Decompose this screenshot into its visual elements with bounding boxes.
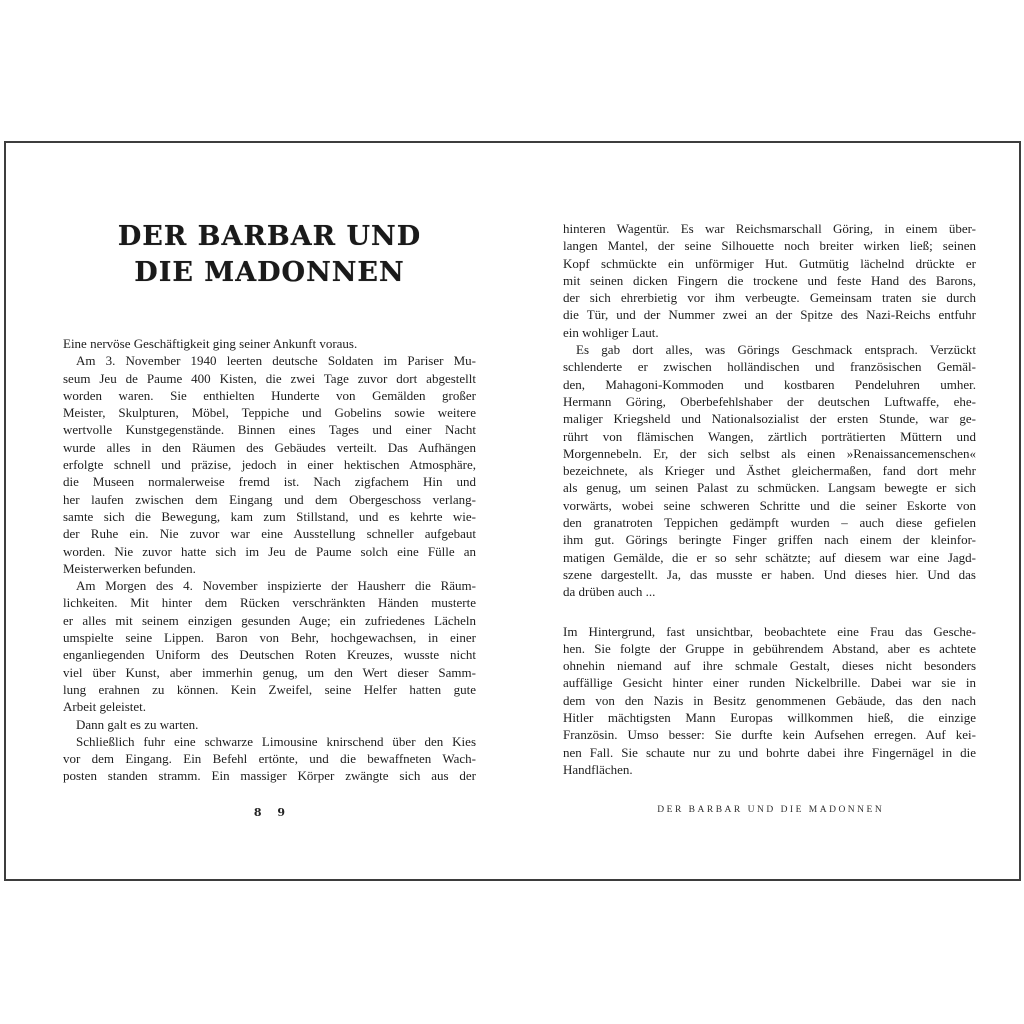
text-line: nen Fall. Sie schaute nur zu und bohrte dabei ihre Fingernägel in die <box>563 744 976 760</box>
text-line: Dann galt es zu warten. <box>76 716 199 732</box>
paragraph <box>563 220 976 341</box>
text-line: Am 3. November 1940 leerten deutsche Soldaten im Pariser Mu- <box>76 353 476 369</box>
text-line: schlenderte er zwischen holländischen und französischen Gemäl- <box>563 359 976 375</box>
paragraph <box>63 733 476 785</box>
paragraph <box>63 352 476 577</box>
text-line: Eine nervöse Geschäftigkeit ging seiner Ankunft voraus. <box>63 336 358 351</box>
text-line: mit seinen dicken Fingern die trockene und feste Hand des Barons, <box>563 272 976 288</box>
book-spread-frame <box>4 141 1021 881</box>
text-line: Arbeit geleistet. <box>63 699 147 715</box>
text-line: posten standen stramm. Ein massiger Körper zwängte sich aus der <box>63 768 476 784</box>
text-line: rührt von flämischen Wangen, zärtlich porträtierten Müttern und <box>563 428 976 444</box>
text-line: Handflächen. <box>563 761 633 777</box>
page-number: 8 9 <box>253 806 292 819</box>
chapter-title <box>63 219 476 291</box>
text-line: Französin. Umso besser: Sie durfte kein Aufsehen erregen. Auf kei- <box>563 727 976 743</box>
text-line: seum Jeu de Paume 400 Kisten, die zwei Tage zuvor dort abgestellt <box>63 370 476 386</box>
paragraph <box>563 623 976 779</box>
text-line: ohnehin niemand auf ihre schmale Gestalt, dieses nicht besonders <box>563 658 976 674</box>
text-line: erfolgte schnell und präzise, jedoch in einer hektischen Atmosphäre, <box>63 457 476 473</box>
text-line: enganliegenden Uniform des Deutschen Roten Kreuzes, wusste nicht <box>63 647 476 663</box>
text-line: maliger Kriegsheld und Nationalsozialist der ersten Stunde, war ge- <box>563 411 976 427</box>
text-line: Meisterwerken befunden. <box>63 560 196 576</box>
text-line: Am Morgen des 4. November inspizierte der Hausherr die Räum- <box>76 578 476 594</box>
text-line: wurde alles in den Räumen des Gebäudes verteilt. Das Aufhängen <box>63 439 476 455</box>
text-line: lung erahnen zu können. Kein Zweifel, seine Helfer hatten gute <box>63 681 476 697</box>
text-line: lichkeiten. Mit hinter dem Rücken verschränkten Händen musterte <box>63 595 476 611</box>
text-line: ein wohliger Laut. <box>563 324 659 340</box>
text-line: Schließlich fuhr eine schwarze Limousine knirschend über den Kies <box>76 733 476 749</box>
text-line: als genug, um seinen Palast zu schmücken. Langsam bewegte er sich <box>563 480 976 496</box>
text-line: die Museen normalerweise fremd ist. Nach zigfachem Hin und <box>63 474 476 490</box>
text-line: worden waren. Sie enthielten Hunderte von Gemälden großer <box>63 387 476 403</box>
text-line: Morgennebeln. Er, der sich selbst als einen »Renaissancemenschen« <box>563 445 976 461</box>
text-line: der sich ehrerbietig vor ihm verbeugte. Gemeinsam traten sie durch <box>563 290 976 306</box>
text-line: her laufen zwischen dem Eingang und dem Obergeschoss verlang- <box>63 491 476 507</box>
text-line: matigen Gemälde, die er so sehr schätzte; auf diesem war eine Jagd- <box>563 549 976 565</box>
text-line: er alles mit seinem einzigen gesunden Auge; ein zufriedenes Lächeln <box>63 612 476 628</box>
text-line: dem von den Nazis in Besitz genommenen Gebäude, das den nach <box>563 692 976 708</box>
text-line: der Ruhe ein. Nie zuvor war eine Ausstellung schneller aufgebaut <box>63 526 476 542</box>
text-line: hinteren Wagentür. Es war Reichsmarschall Göring, in einem über- <box>563 221 976 236</box>
right-page-body <box>563 220 976 778</box>
text-line: hen. Sie folgte der Gruppe in gebührendem Abstand, aber es achtete <box>563 640 976 656</box>
chapter-title-line-2: DIE MADONNEN <box>134 257 405 288</box>
text-line: Hitler mächtigsten Mann Europas willkommen hieß, die einzige <box>563 710 976 726</box>
paragraph <box>63 335 476 352</box>
text-line: wertvolle Kunstgegenstände. Binnen eines Tages und einer Nacht <box>63 422 476 438</box>
text-line: den granatroten Teppichen gedämpft wurden – auch diese gefielen <box>563 515 976 531</box>
text-line: bezeichnete, als Krieger und Ästhet gleichermaßen, fand dort mehr <box>563 463 976 479</box>
text-line: ihm gut. Görings beringte Finger griffen nach einem der kleinfor- <box>563 532 976 548</box>
text-line: Meister, Skulpturen, Möbel, Teppiche und Gobelins sowie weitere <box>63 405 476 421</box>
text-line: worden. Nie zuvor hatte sich im Jeu de Paume solch eine Fülle an <box>63 543 476 559</box>
text-line: viel über Kunst, aber immerhin genug, um den Wert dieser Samm- <box>63 664 476 680</box>
paragraph <box>563 341 976 600</box>
text-line: Kopf schmückte ein unförmiger Hut. Gutmütig lächelnd drückte er <box>563 255 976 271</box>
text-line: Im Hintergrund, fast unsichtbar, beobachtete eine Frau das Gesche- <box>563 623 976 639</box>
text-line: langen Mantel, der seine Silhouette noch breiter wirken ließ; seinen <box>563 238 976 254</box>
text-line: den, Mahagoni-Kommoden und kostbaren Pendeluhren umher. <box>563 376 976 392</box>
left-page-body <box>63 335 476 785</box>
paragraph <box>63 716 476 733</box>
text-line: vor dem Eingang. Ein Befehl ertönte, und die bewaffneten Wach- <box>63 751 476 767</box>
text-line: umspielte seine Lippen. Baron von Behr, hochgewachsen, in einer <box>63 630 476 646</box>
chapter-title-line-1: DER BARBAR UND <box>117 221 422 252</box>
text-line: auffällige Gesicht hinter einer runden Nickelbrille. Dabei war sie in <box>563 675 976 691</box>
paragraph <box>63 577 476 715</box>
text-line: szene dargestellt. Ja, das musste er haben. Und dieses hier. Und das <box>563 566 976 582</box>
text-line: Hermann Göring, Oberbefehlshaber der deutschen Luftwaffe, ehe- <box>563 393 976 409</box>
text-line: samte sich die Bewegung, kam zum Stillstand, und es kehrte wie- <box>63 508 476 524</box>
text-line: vorwärts, wobei seine schweren Schritte und die seiner Eskorte von <box>563 497 976 513</box>
text-line: die Tür, und der Nummer zwei an der Spitze des Nazi-Reichs entfuhr <box>563 307 976 323</box>
running-footer: DER BARBAR UND DIE MADONNEN <box>657 805 885 815</box>
text-line: Es gab dort alles, was Görings Geschmack entsprach. Verzückt <box>576 342 976 358</box>
text-line: da drüben auch ... <box>563 584 656 600</box>
